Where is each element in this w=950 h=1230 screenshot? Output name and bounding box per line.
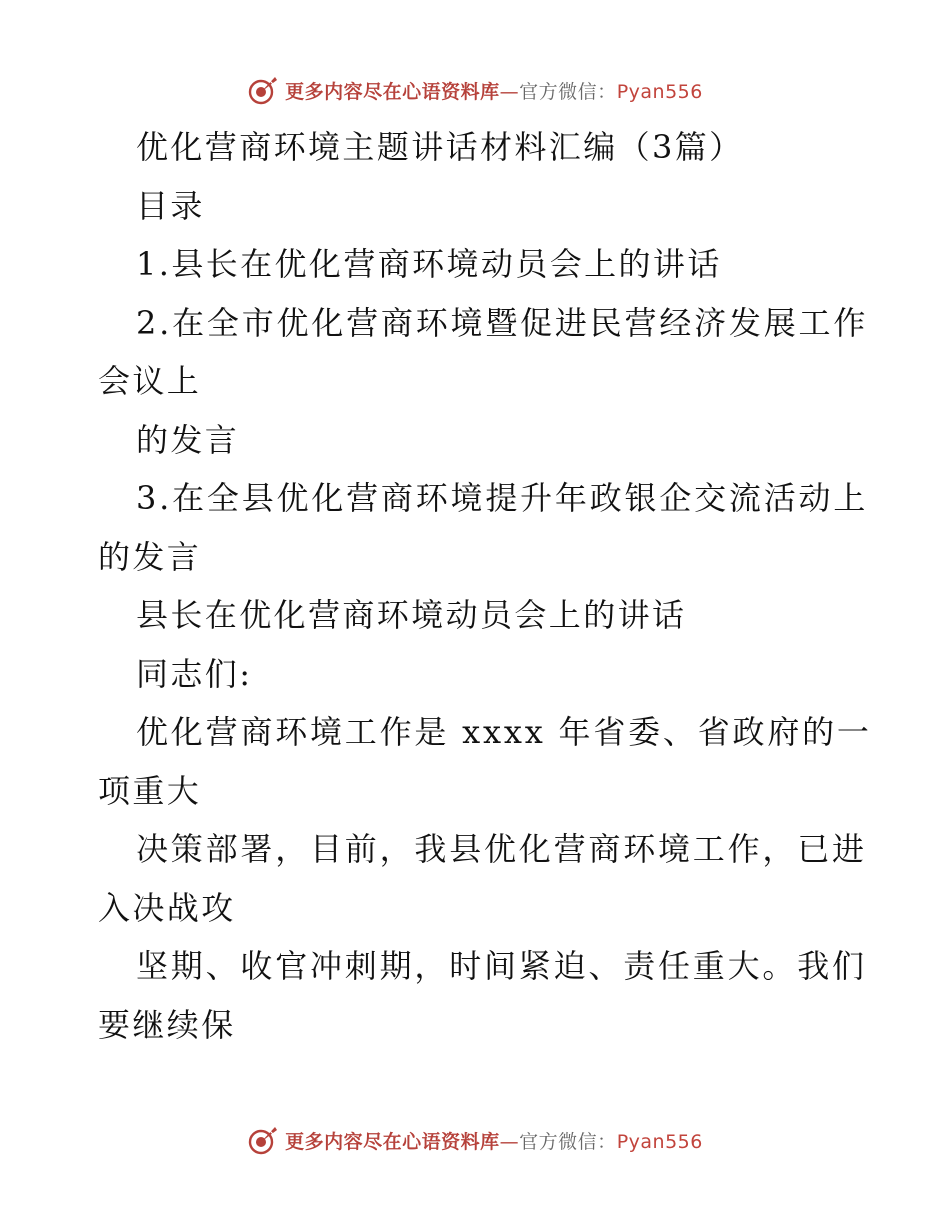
toc-item-1: 1.县长在优化营商环境动员会上的讲话 <box>136 245 722 283</box>
quill-logo-icon <box>247 74 279 106</box>
toc-item-2: 2.在全市优化营商环境暨促进民营经济发展工作 <box>136 303 869 342</box>
section-heading: 县长在优化营商环境动员会上的讲话 <box>136 596 687 634</box>
watermark-dash: — <box>499 1130 520 1153</box>
watermark-wechat-id: Pyan556 <box>616 80 703 103</box>
body-line: 项重大 <box>98 771 202 810</box>
body-line: 决策部署，目前，我县优化营商环境工作，已进 <box>136 830 867 868</box>
watermark-wechat-id: Pyan556 <box>616 1130 703 1153</box>
watermark-wechat-label: 官方微信： <box>519 80 617 103</box>
watermark-banner-bottom <box>0 1120 950 1160</box>
toc-item-3-cont: 的发言 <box>98 537 202 576</box>
watermark-wechat-label: 官方微信： <box>519 1130 617 1153</box>
toc-heading: 目录 <box>136 186 205 225</box>
watermark-dash: — <box>499 80 520 103</box>
body-line: 入决战攻 <box>98 888 236 927</box>
document-body <box>98 118 872 1054</box>
quill-logo-icon <box>247 1124 279 1156</box>
watermark-site-name: 更多内容尽在心语资料库 <box>285 80 500 103</box>
body-line: 优化营商环境工作是 xxxx 年省委、省政府的一 <box>136 713 872 751</box>
watermark-text <box>285 1127 703 1154</box>
watermark-site-name: 更多内容尽在心语资料库 <box>285 1130 500 1153</box>
toc-item-2-cont: 会议上 <box>98 362 202 400</box>
toc-item-3: 3.在全县优化营商环境提升年政银企交流活动上 <box>136 479 869 517</box>
toc-item-2-cont2: 的发言 <box>136 420 240 459</box>
document-title: 优化营商环境主题讲话材料汇编（3篇） <box>136 128 744 166</box>
watermark-text <box>285 77 703 104</box>
watermark-banner-top <box>0 70 950 110</box>
salutation: 同志们: <box>136 654 253 693</box>
body-line: 要继续保 <box>98 1005 236 1044</box>
body-line: 坚期、收官冲刺期，时间紧迫、责任重大。我们 <box>136 947 867 985</box>
